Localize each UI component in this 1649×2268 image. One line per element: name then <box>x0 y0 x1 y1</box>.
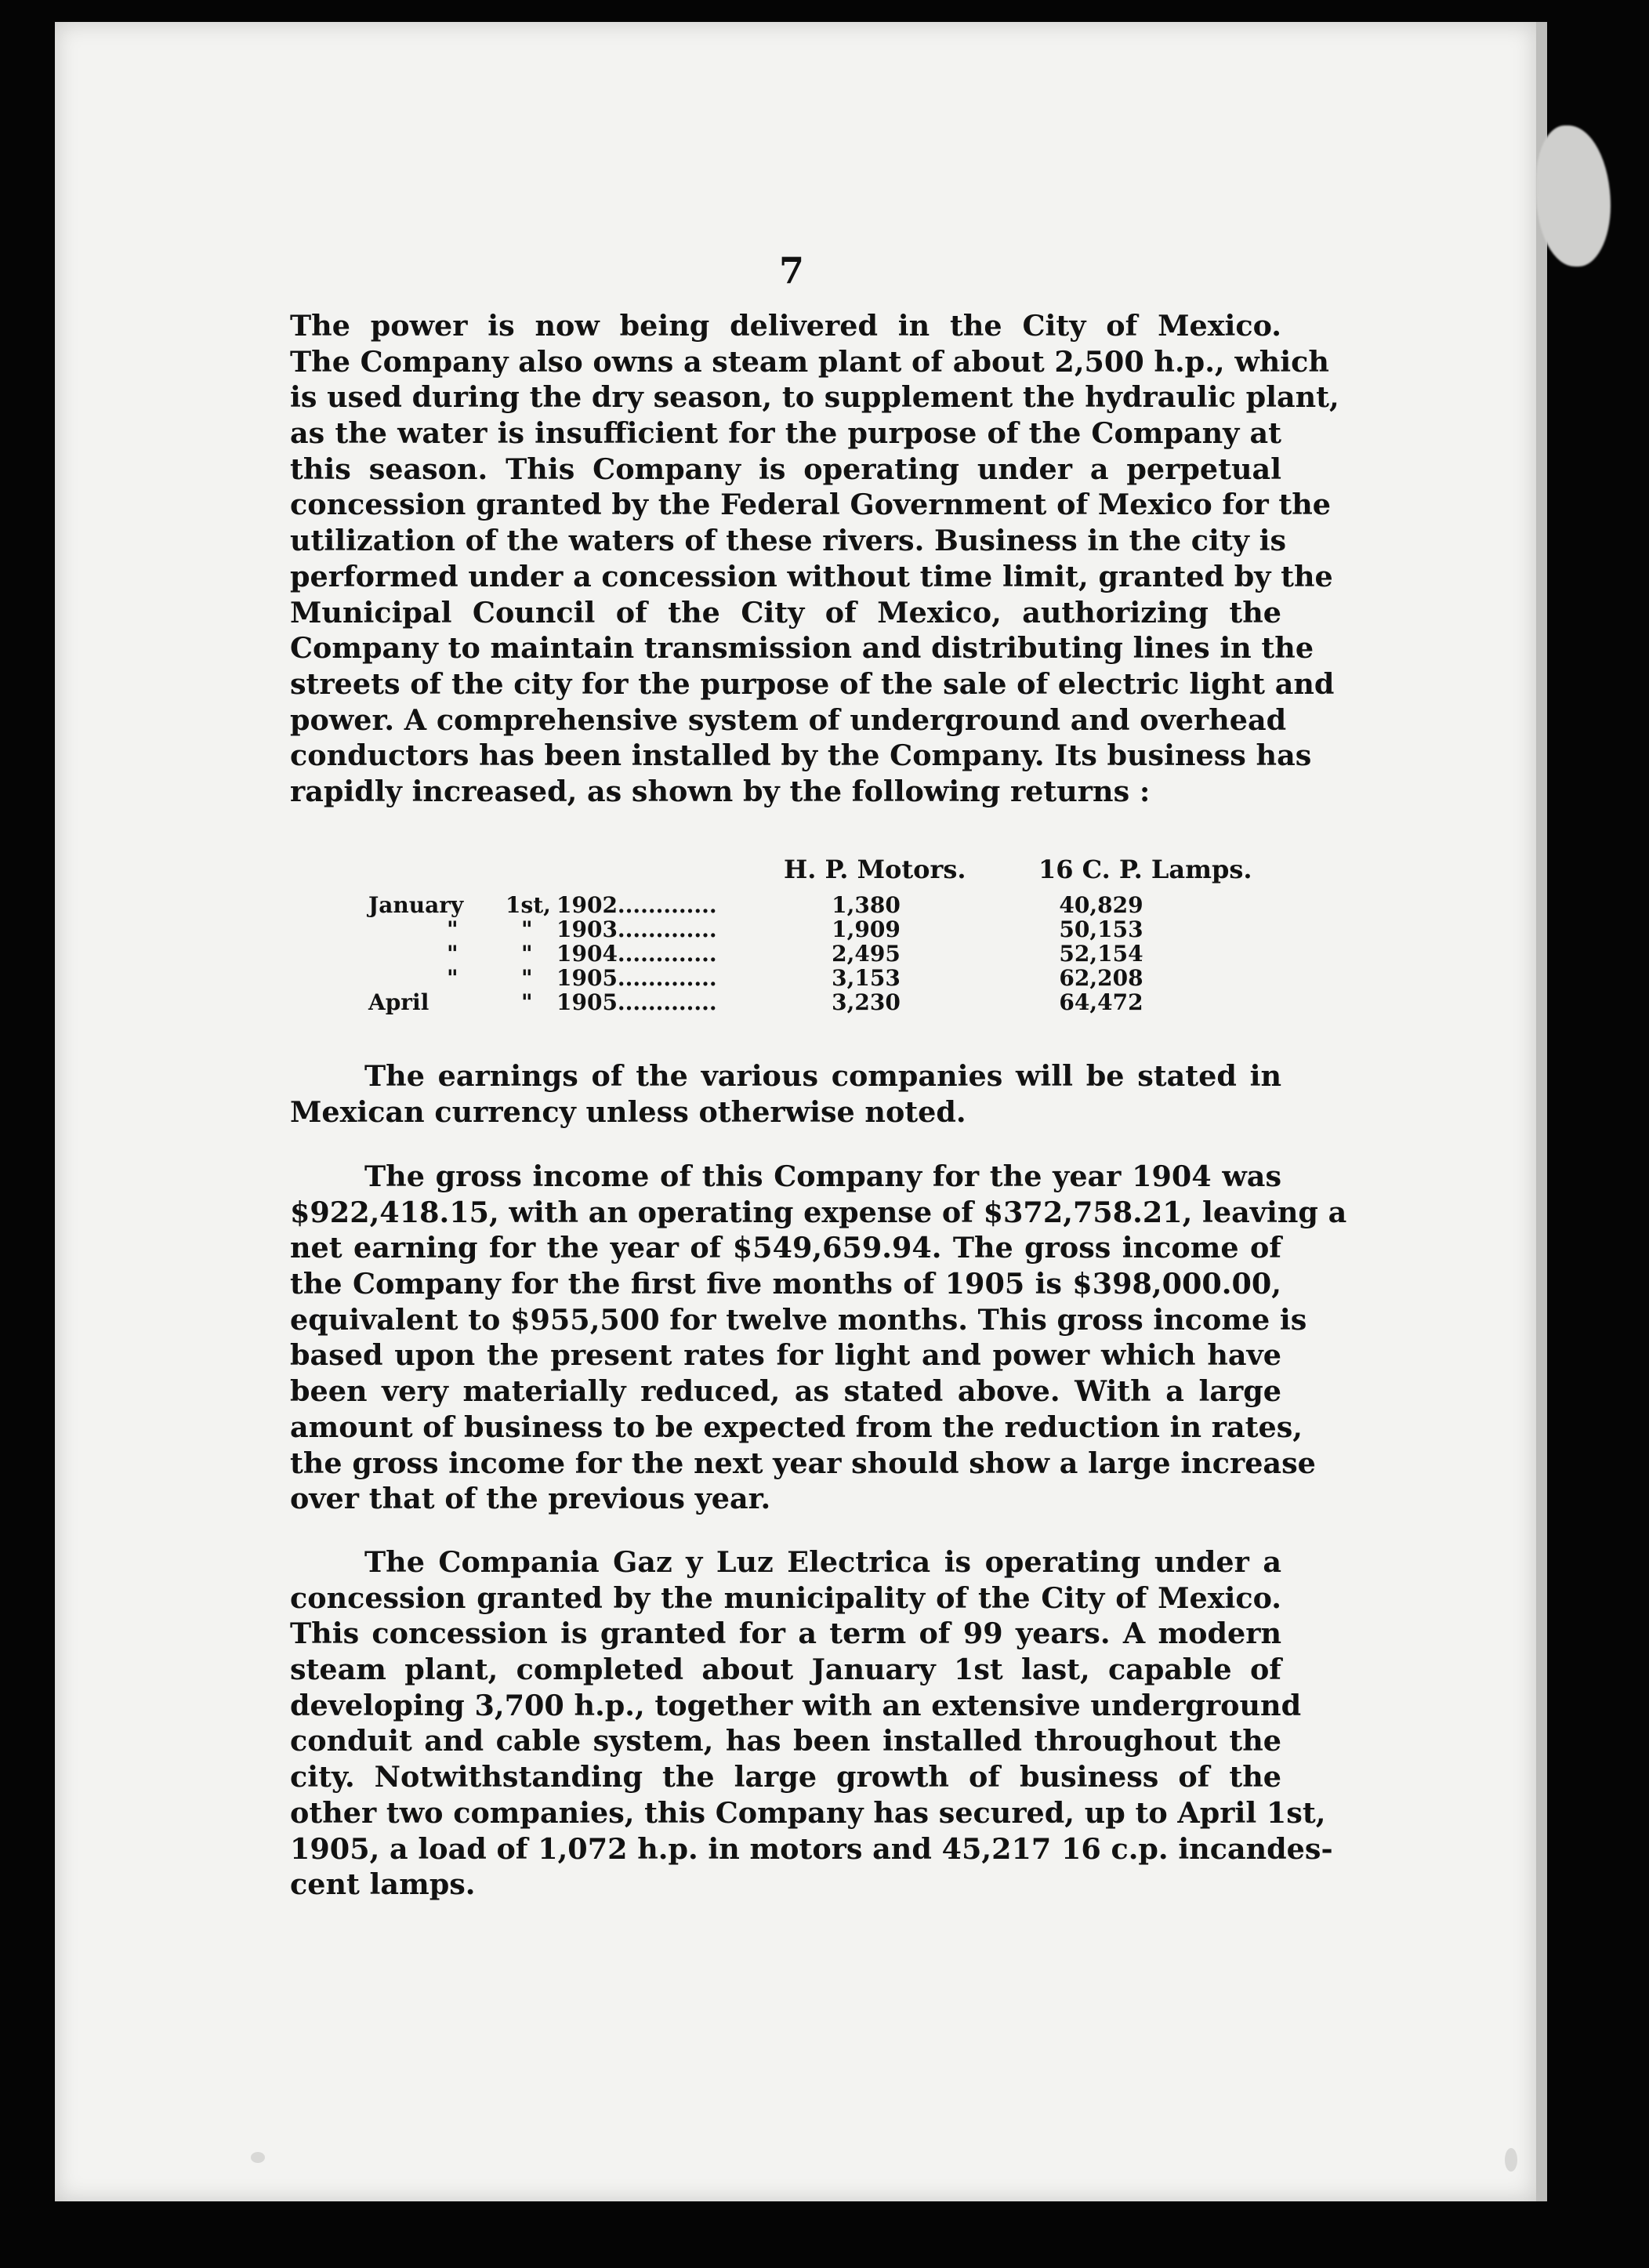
row-month: " <box>447 916 458 942</box>
row-lamps: 62,208 <box>1059 965 1143 991</box>
text-line: $922,418.15, with an operating expense of $372,758.21, leaving a <box>290 1195 1347 1229</box>
text-line: developing 3,700 h.p., together with an extensive underground <box>290 1688 1302 1722</box>
paragraph-gross-income <box>290 1159 1347 1517</box>
row-month: " <box>447 965 458 991</box>
row-day: " <box>521 916 533 942</box>
dust-speck <box>251 2152 265 2163</box>
row-day: " <box>521 965 533 991</box>
column-header-lamps: 16 C. P. Lamps. <box>1038 855 1252 884</box>
text-line: equivalent to $955,500 for twelve months. This gross income is <box>290 1302 1307 1337</box>
row-motors: 1,909 <box>832 916 901 942</box>
row-lamps: 64,472 <box>1059 989 1143 1015</box>
text-line: steam plant, completed about January 1st last, capable of <box>290 1653 1281 1687</box>
paper-edge <box>1536 22 1547 2201</box>
text-line: streets of the city for the purpose of the sale of electric light and <box>290 666 1335 701</box>
text-line: other two companies, this Company has secured, up to April 1st, <box>290 1795 1326 1830</box>
row-motors: 2,495 <box>832 941 901 967</box>
text-line: The earnings of the various companies will be stated in <box>364 1059 1281 1093</box>
text-line: concession granted by the municipality of the City of Mexico. <box>290 1580 1281 1615</box>
row-month: April <box>368 989 429 1015</box>
paragraph-power-delivery <box>290 308 1339 810</box>
row-motors: 1,380 <box>832 892 901 918</box>
text-line: rapidly increased, as shown by the following returns : <box>290 774 1151 808</box>
paragraph-currency-note <box>290 1058 1281 1130</box>
text-line: The power is now being delivered in the City of Mexico. <box>290 309 1281 343</box>
text-line: The Company also owns a steam plant of about 2,500 h.p., which <box>290 344 1329 379</box>
row-motors: 3,153 <box>832 965 901 991</box>
table-row <box>368 916 1278 941</box>
text-line: conduit and cable system, has been installed throughout the <box>290 1724 1281 1758</box>
text-line: been very materially reduced, as stated above. With a large <box>290 1374 1281 1409</box>
paragraph-compania-gaz <box>290 1544 1333 1903</box>
row-year: 1904............. <box>556 941 717 967</box>
row-day: " <box>521 941 533 967</box>
row-year: 1905............. <box>556 989 717 1015</box>
table-header <box>368 855 1278 892</box>
text-line: over that of the previous year. <box>290 1482 771 1516</box>
text-line: based upon the present rates for light and power which have <box>290 1338 1281 1373</box>
text-line: the gross income for the next year should show a large increase <box>290 1446 1316 1480</box>
text-line: as the water is insufficient for the purpose of the Company at <box>290 416 1281 451</box>
torn-paper-fragment <box>1536 125 1611 267</box>
text-line: city. Notwithstanding the large growth of business of the <box>290 1760 1281 1794</box>
row-year: 1903............. <box>556 916 717 942</box>
row-year: 1902............. <box>556 892 717 918</box>
text-line: Company to maintain transmission and distributing lines in the <box>290 631 1314 666</box>
row-month: January <box>368 892 464 918</box>
row-year: 1905............. <box>556 965 717 991</box>
text-line: utilization of the waters of these rivers. Business in the city is <box>290 524 1287 558</box>
row-day: " <box>521 989 533 1015</box>
text-line: conductors has been installed by the Company. Its business has <box>290 738 1312 773</box>
page-number: 7 <box>778 249 804 292</box>
column-header-motors: H. P. Motors. <box>784 855 966 884</box>
text-line: This concession is granted for a term of 99 years. A modern <box>290 1617 1281 1651</box>
row-lamps: 52,154 <box>1059 941 1143 967</box>
text-line: is used during the dry season, to supplement the hydraulic plant, <box>290 380 1339 415</box>
table-row <box>368 989 1278 1014</box>
text-line: Mexican currency unless otherwise noted. <box>290 1094 966 1129</box>
text-line: the Company for the first five months of 1905 is $398,000.00, <box>290 1267 1281 1301</box>
text-line: The Compania Gaz y Luz Electrica is operating under a <box>364 1545 1281 1579</box>
text-line: Municipal Council of the City of Mexico, authorizing the <box>290 595 1281 630</box>
row-lamps: 50,153 <box>1059 916 1143 942</box>
text-line: this season. This Company is operating under a perpetual <box>290 452 1281 486</box>
text-line: The gross income of this Company for the year 1904 was <box>364 1159 1281 1193</box>
text-line: net earning for the year of $549,659.94. The gross income of <box>290 1231 1281 1265</box>
table-row <box>368 892 1278 916</box>
row-lamps: 40,829 <box>1059 892 1143 918</box>
text-line: power. A comprehensive system of underground and overhead <box>290 702 1287 737</box>
table-row <box>368 965 1278 989</box>
text-line: concession granted by the Federal Government of Mexico for the <box>290 488 1332 522</box>
text-line: 1905, a load of 1,072 h.p. in motors and 45,217 16 c.p. incandes- <box>290 1831 1333 1866</box>
row-motors: 3,230 <box>832 989 901 1015</box>
table-row <box>368 941 1278 965</box>
text-line: cent lamps. <box>290 1867 476 1902</box>
row-day: 1st, <box>506 892 551 918</box>
row-month: " <box>447 941 458 967</box>
dust-speck <box>1505 2148 1517 2172</box>
text-line: performed under a concession without time limit, granted by the <box>290 559 1333 593</box>
returns-table <box>368 855 1278 1014</box>
text-line: amount of business to be expected from the reduction in rates, <box>290 1410 1303 1444</box>
